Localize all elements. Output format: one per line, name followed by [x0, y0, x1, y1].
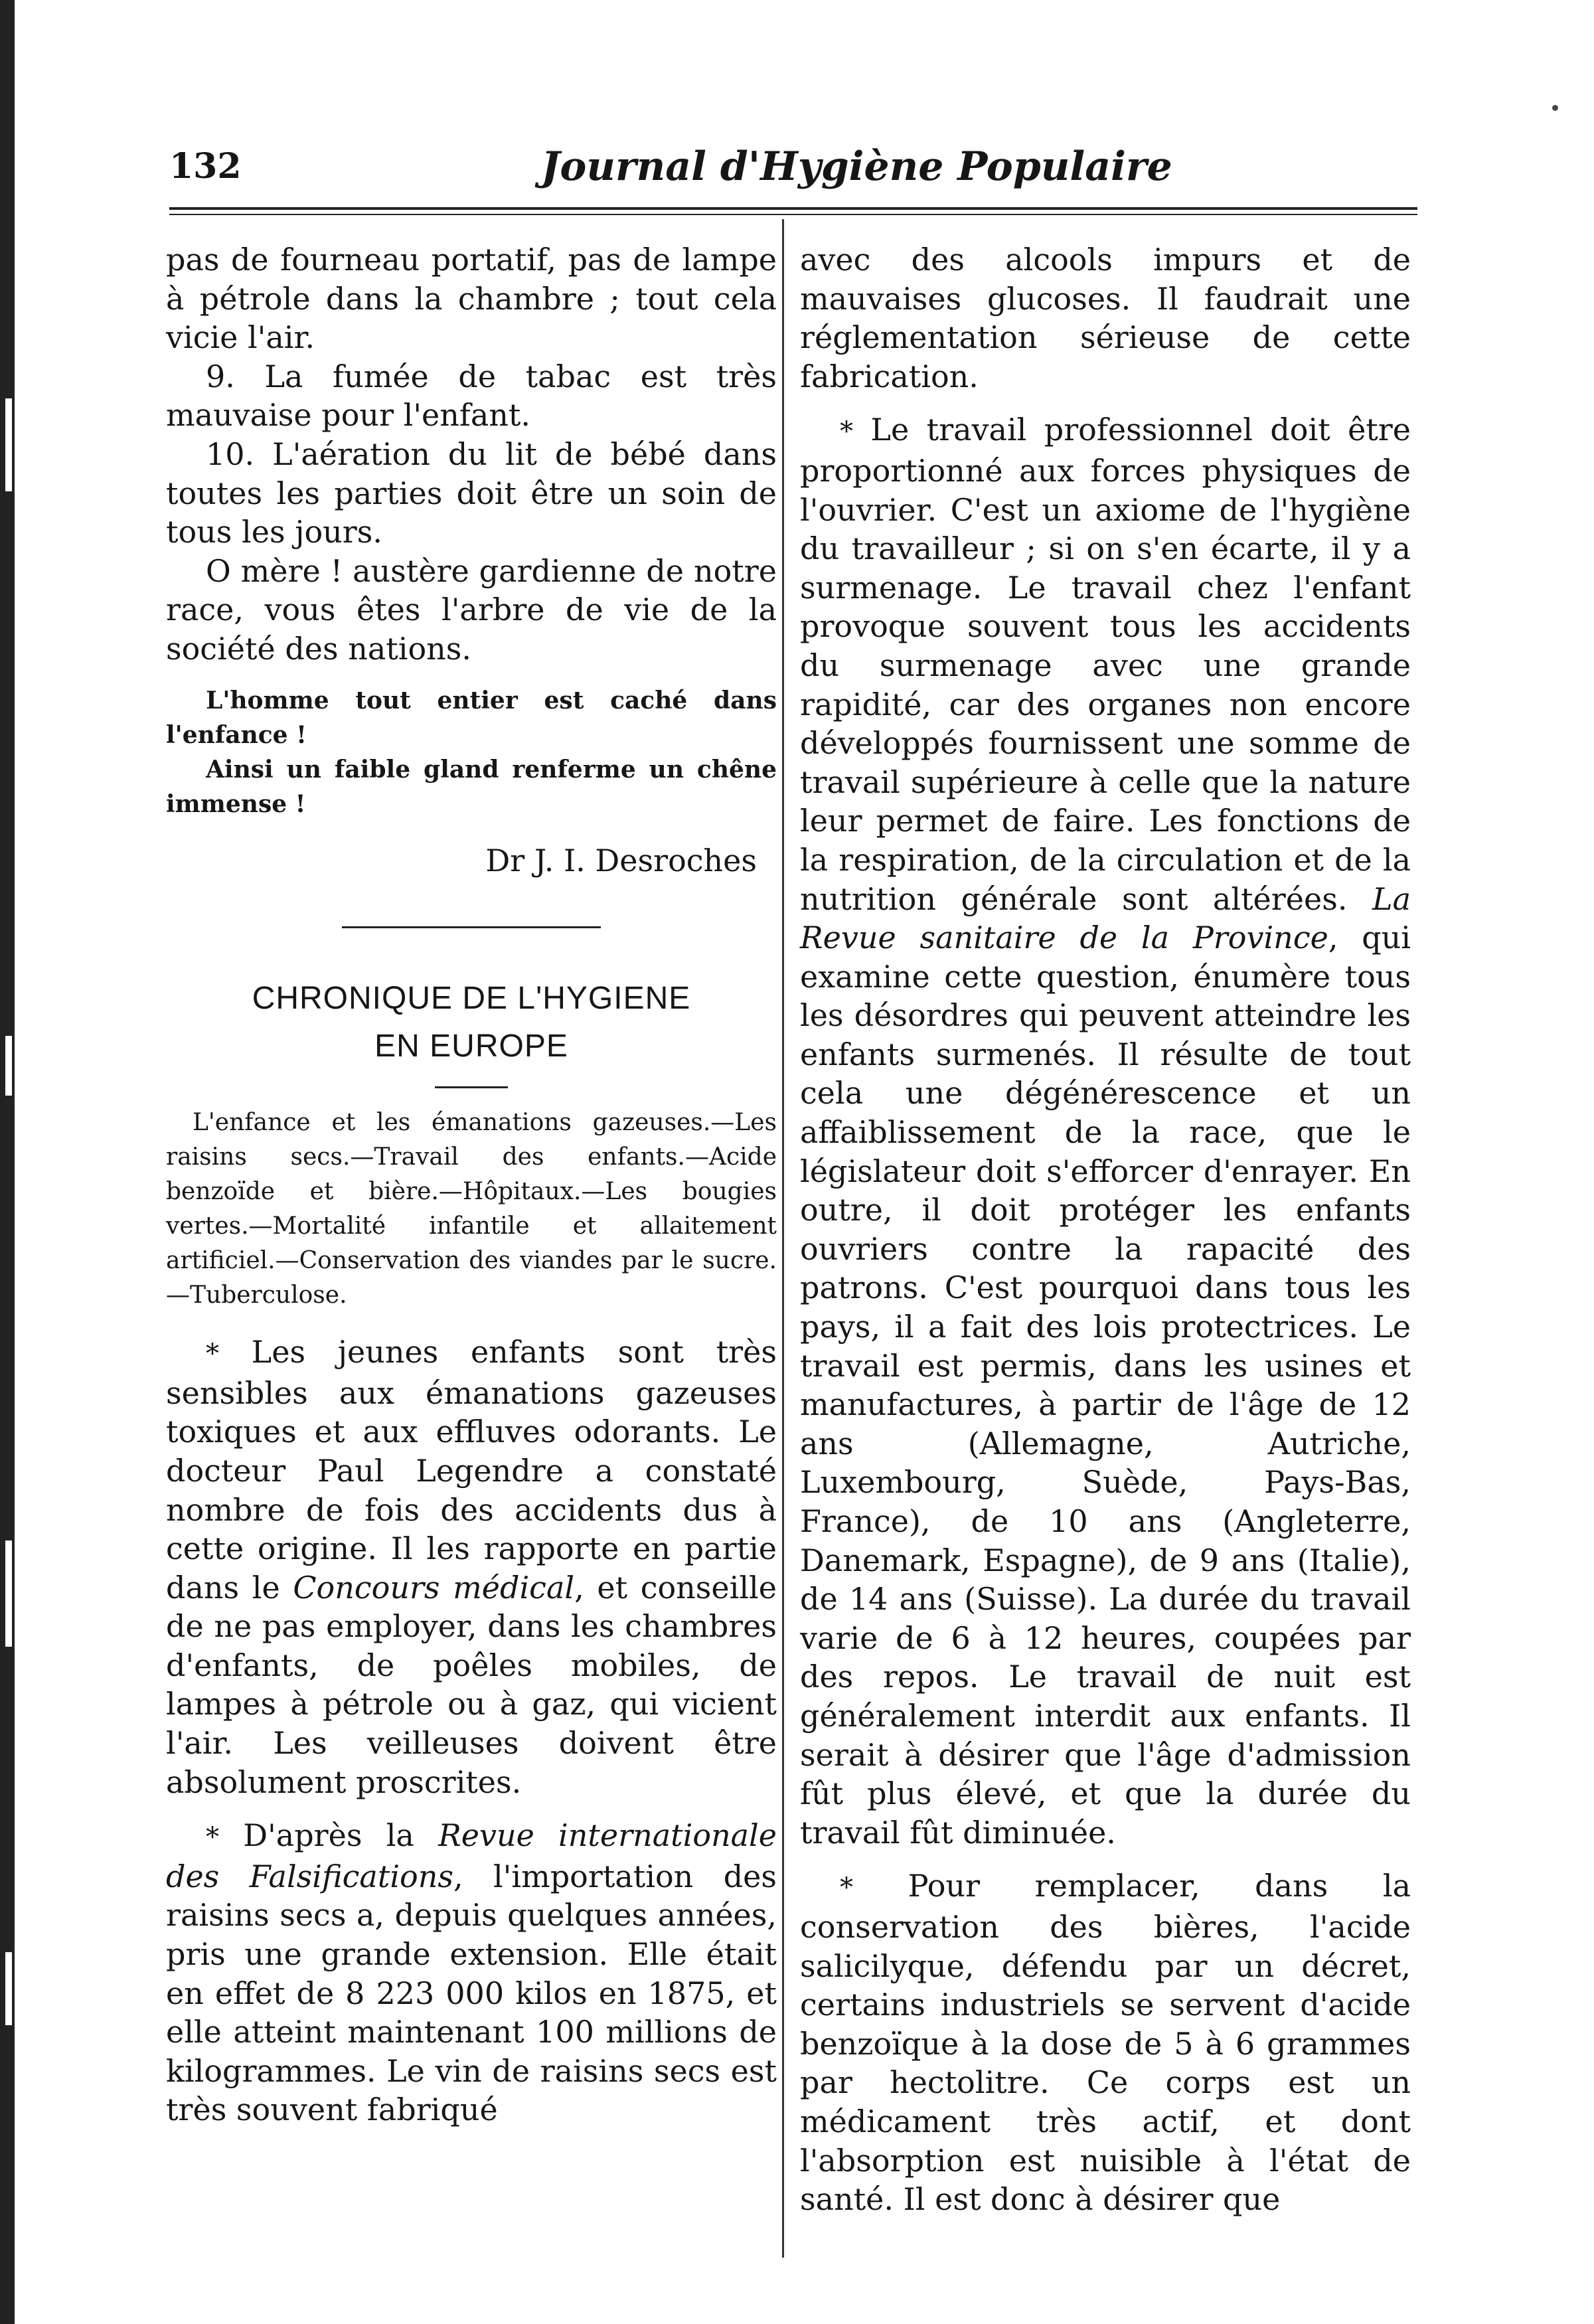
- paragraph-emanations: [166, 1333, 777, 1801]
- section-title-line-2: EN EUROPE: [374, 1029, 568, 1064]
- binding-gap: [5, 1036, 12, 1096]
- paragraph-continuation: pas de fourneau portatif, pas de lampe à pétrole dans la chambre ; tout cela vicie l'air.: [166, 242, 777, 356]
- paragraph-raisins: [166, 1816, 777, 2129]
- binding-gap: [5, 1952, 12, 2025]
- emanations-text-1: Les jeunes enfants sont très sensibles aux émanations gazeuses toxiques et aux effluves odorants. Le docteur Paul Legendre a constaté nombre de fois des accidents dus à cette origine. Il les rapporte en partie dans le: [166, 1334, 777, 1606]
- emanations-text-2: , et conseille de ne pas employer, dans les chambres d'enfants, de poêles mobiles, de lampes à pétrole ou à gaz, qui vicient l'air. Les veilleuses doivent être absolument proscrites.: [166, 1569, 777, 1800]
- binding-gap: [5, 1540, 12, 1647]
- heading-short-rule: [435, 1086, 508, 1088]
- travail-text-2: , qui examine cette question, énumère tous les désordres qui peuvent atteindre les enfants surmenés. Il résulte de tout cela une dégénérescence et un affaiblissement de la race, que le législateur doit s'efforcer d'enrayer. En outre, il doit protéger les enfants ouvriers contre la rapacité des patrons. C'est pourquoi dans tous les pays, il a fait des lois protectrices. Le travail est permis, dans les usines et manufactures, à partir de l'âge de 12 ans (Allemagne, Autriche, Luxembourg, Suède, Pays-Bas, France), de 10 ans (Angleterre, Danemark, Espagne), de 9 ans (Italie), de 14 ans (Suisse). La durée du travail varie de 6 à 12 heures, coupées par des repos. Le travail de nuit est généralement interdit aux enfants. Il serait à désirer que l'âge d'admission fût plus élevé, et que la durée du travail fût diminuée.: [800, 920, 1411, 1851]
- paragraph-mother: O mère ! austère gardienne de notre race, vous êtes l'arbre de vie de la société des nations.: [166, 552, 777, 667]
- travail-text-1: Le travail professionnel doit être proportionné aux forces physiques de l'ouvrier. C'est un axiome de l'hygiène du travailleur ; si on s'en écarte, il y a surmenage. Le travail chez l'enfant provoque souvent tous les accidents du surmenage avec une grande rapidité, car des organes non encore développés fournissent une somme de travail supérieure à celle que la nature leur permet de faire. Les fonctions de la respiration, de la circulation et de la nutrition générale sont altérées.: [800, 412, 1411, 917]
- binding-gap: [5, 398, 12, 491]
- left-column: [166, 240, 777, 2129]
- paragraph-biere: [800, 1867, 1411, 2218]
- section-title-line-1: CHRONIQUE DE L'HYGIENE: [252, 981, 691, 1017]
- asterism-icon: *: [840, 416, 853, 448]
- quote-line-1: L'homme tout entier est caché dans l'enfance !: [166, 686, 777, 749]
- paragraph-item-9: 9. La fumée de tabac est très mauvaise pour l'enfant.: [166, 358, 777, 434]
- asterism-icon: *: [840, 1872, 853, 1904]
- raisins-text-1: D'après la: [243, 1817, 439, 1854]
- paragraph-continuation-right: avec des alcools impurs et de mauvaises glucoses. Il faudrait une réglementation sérieuse de cette fabrication.: [800, 242, 1411, 394]
- chronicle-summary: L'enfance et les émanations gazeuses.—Les raisins secs.—Travail des enfants.—Acide benzoïde et bière.—Hôpitaux.—Les bougies vertes.—Mortalité infantile et allaitement artificiel.—Conservation des viandes par le sucre.—Tuberculose.: [166, 1109, 777, 1309]
- paragraph-item-10: 10. L'aération du lit de bébé dans toutes les parties doit être un soin de tous les jours.: [166, 436, 777, 550]
- header-rule: [169, 207, 1417, 215]
- author-signature: Dr J. I. Desroches: [485, 842, 757, 878]
- raisins-text-2: , l'importation des raisins secs a, depuis quelques années, pris une grande extension. Elle était en effet de 8 223 000 kilos en 1875, et elle atteint maintenant 100 millions de kilogrammes. Le vin de raisins secs est très souvent fabriqué: [166, 1858, 777, 2128]
- ink-speck: [1552, 105, 1558, 111]
- section-heading: [166, 975, 777, 1070]
- column-divider: [782, 219, 784, 2258]
- asterism-icon: *: [206, 1339, 219, 1370]
- travail-cited-journal: La Revue sanitaire de la Province: [800, 880, 1411, 956]
- right-column: [800, 240, 1411, 2219]
- raisins-cited-journal: Revue internationale des Falsifications: [166, 1817, 777, 1894]
- section-separator-rule: [342, 926, 601, 928]
- epigraph-quote: [166, 683, 777, 821]
- page-binding-edge: [0, 0, 15, 2324]
- running-title: Journal d'Hygiène Populaire: [541, 143, 1172, 190]
- quote-line-2: Ainsi un faible gland renferme un chêne immense !: [166, 755, 777, 818]
- page-number: 132: [169, 146, 242, 187]
- paragraph-travail: [800, 410, 1411, 1852]
- biere-text: Pour remplacer, dans la conservation des bières, l'acide salicilyque, défendu par un décret, certains industriels se servent d'acide benzoïque à la dose de 5 à 6 grammes par hectolitre. Ce corps est un médicament très actif, et dont l'absorption est nuisible à l'état de santé. Il est donc à désirer que: [800, 1868, 1411, 2218]
- page-header: [169, 141, 1417, 201]
- emanations-cited-journal: Concours médical: [293, 1569, 575, 1606]
- asterism-icon: *: [206, 1822, 219, 1853]
